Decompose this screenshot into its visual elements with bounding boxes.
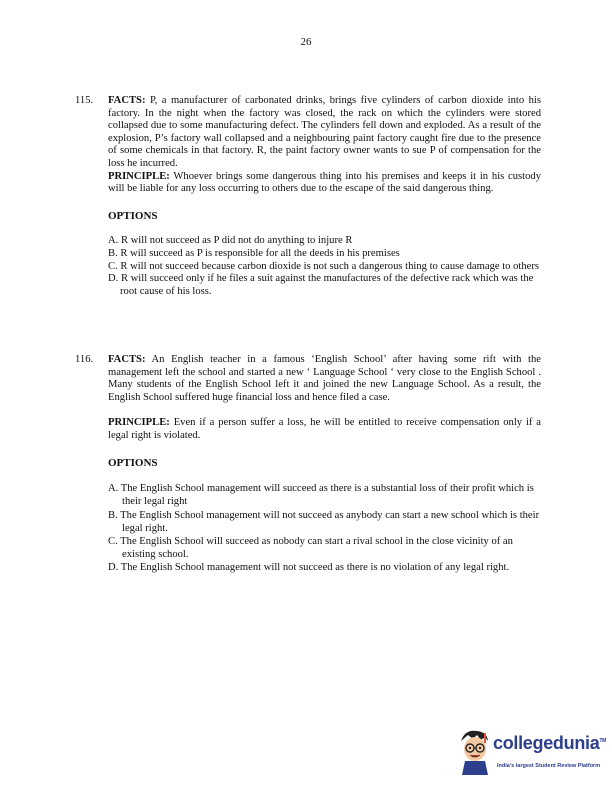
- option-a: A. The English School management will succeed as there is a substantial loss of their profit which is their legal right: [108, 483, 534, 508]
- option-d: D. R will succeed only if he files a suit against the manufactures of the defective rack which was the root cause of his loss.: [108, 273, 534, 297]
- collegedunia-logo: [455, 727, 607, 777]
- question-number: 116.: [75, 354, 94, 365]
- question-115: [75, 95, 541, 298]
- option-b: B. R will succeed as P is responsible for all the deeds in his premises: [108, 247, 400, 259]
- option-a: A. R will not succeed as P did not do anything to injure R: [108, 235, 353, 247]
- facts-label: FACTS:: [108, 354, 146, 365]
- facts-text: An English teacher in a famous ‘English School’ after having some rift with the management left the school and started a new ‘ Language School ‘ very close to the English School . Many students of the English School left it and joined the new Language School. As a result, the English School suffered huge financial loss and hence filed a case.: [108, 354, 541, 403]
- facts-text: P, a manufacturer of carbonated drinks, brings five cylinders of carbon dioxide into his factory. In the night when the factory was closed, the rack on which the cylinders were stored collapsed due to some manufacturing defect. The cylinders fell down and exploded. As a result of the explosion, P’s factory wall collapsed and a neighbouring paint factory caught fire due to the presence of some chemicals in that factory. R, the paint factory owner wants to sue P of compensation for the loss he incurred.: [108, 95, 541, 169]
- principle-paragraph: [108, 171, 541, 196]
- question-number: 115.: [75, 95, 94, 106]
- principle-label: PRINCIPLE:: [108, 417, 170, 429]
- facts-paragraph: [108, 95, 541, 171]
- logo-wordmark: [493, 733, 607, 753]
- question-116: [75, 354, 541, 575]
- option-b: B. The English School management will not succeed as anybody can start a new school which is their legal right.: [108, 509, 540, 534]
- facts-label: FACTS:: [108, 95, 146, 106]
- option-c: C. The English School will succeed as nobody can start a rival school in the close vicinity of an existing school.: [108, 535, 513, 561]
- logo-trademark: TM: [599, 738, 607, 744]
- page-number: 26: [300, 36, 312, 48]
- principle-label: PRINCIPLE:: [108, 170, 170, 182]
- options-title: OPTIONS: [108, 209, 158, 222]
- student-mascot-icon: [455, 727, 495, 775]
- principle-paragraph: [108, 417, 541, 442]
- option-c: C. R will not succeed because carbon dioxide is not such a dangerous thing to cause damage to others: [108, 260, 539, 272]
- option-d: D. The English School management will not succeed as there is no violation of any legal right.: [108, 562, 510, 574]
- options-title: OPTIONS: [108, 456, 158, 469]
- logo-name: collegedunia: [493, 733, 600, 753]
- logo-tagline: India's largest Student Review Platform: [497, 763, 601, 769]
- principle-text: Even if a person suffer a loss, he will be entitled to receive compensation only if a legal right is violated.: [108, 417, 541, 441]
- principle-text: Whoever brings some dangerous thing into his premises and keeps it in his custody will be liable for any loss occurring to others due to the escape of the said dangerous thing.: [108, 170, 541, 195]
- facts-paragraph: [108, 354, 541, 404]
